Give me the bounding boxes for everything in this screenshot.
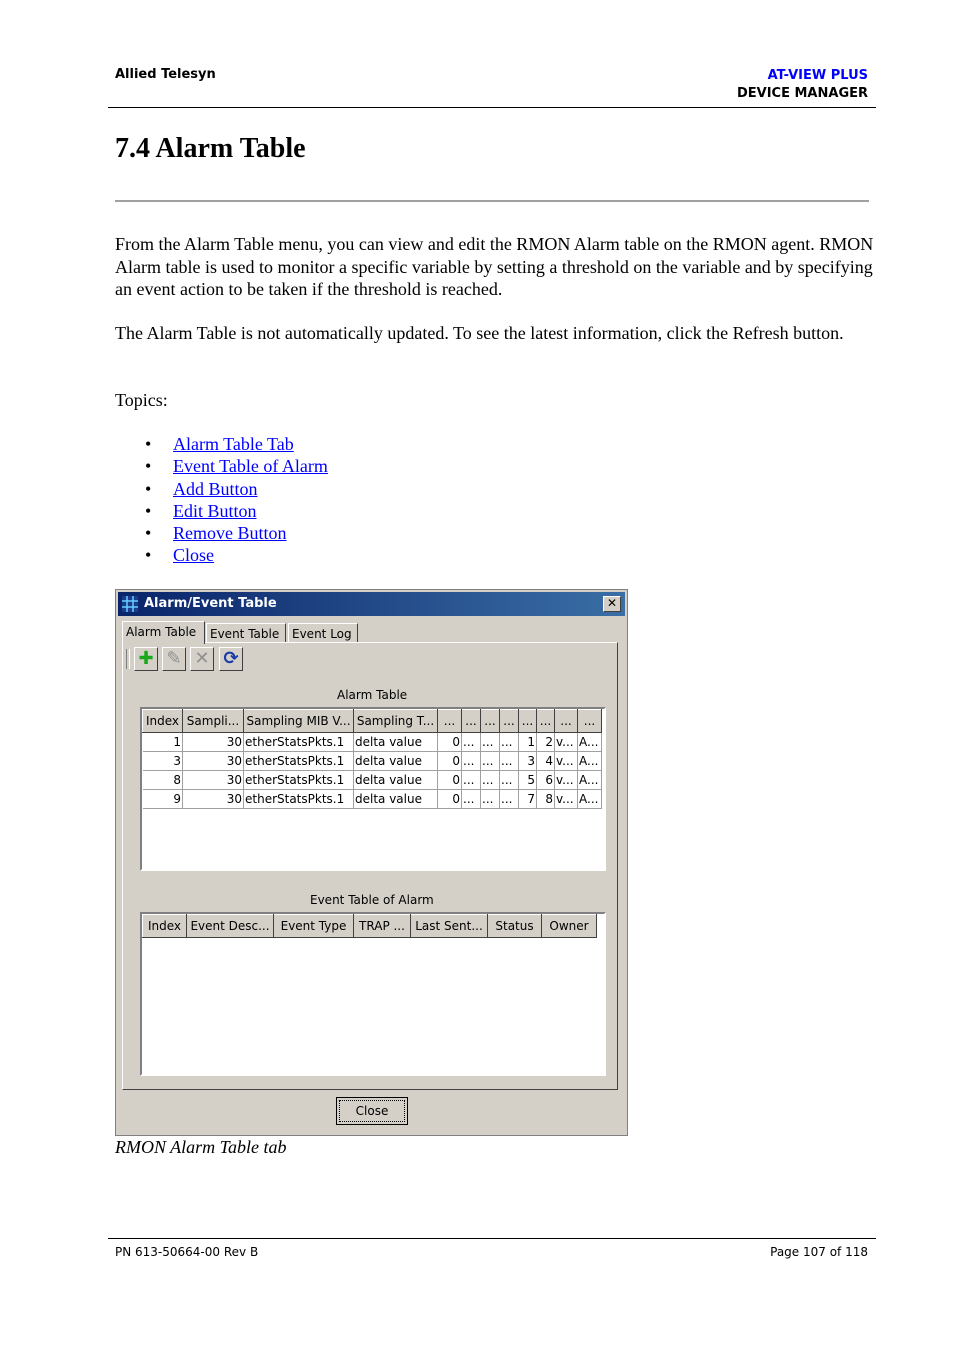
event-column-header[interactable]: Last Sent... bbox=[411, 915, 488, 938]
table-cell: 8 bbox=[537, 790, 555, 809]
bullet-icon: • bbox=[145, 523, 152, 544]
list-item bbox=[145, 500, 328, 522]
tab-event-log[interactable]: Event Log bbox=[288, 623, 358, 643]
alarm-event-dialog bbox=[115, 589, 628, 1136]
remove-icon[interactable]: ✕ bbox=[190, 647, 214, 671]
table-row[interactable] bbox=[143, 752, 602, 771]
table-cell: ... bbox=[481, 733, 500, 752]
dialog-titlebar[interactable] bbox=[118, 592, 625, 616]
bullet-icon: • bbox=[145, 500, 152, 521]
table-cell: ... bbox=[481, 790, 500, 809]
table-cell: 1 bbox=[143, 733, 183, 752]
list-item bbox=[145, 522, 328, 544]
grid-app-icon bbox=[122, 596, 138, 612]
list-item bbox=[145, 478, 328, 500]
toolbar-separator bbox=[126, 649, 130, 669]
table-cell: 3 bbox=[519, 752, 537, 771]
table-cell: ... bbox=[481, 771, 500, 790]
tab-event-table[interactable]: Event Table bbox=[206, 623, 286, 643]
header-divider bbox=[108, 107, 876, 108]
alarm-column-header[interactable]: ... bbox=[537, 710, 555, 733]
event-column-header[interactable]: Index bbox=[143, 915, 187, 938]
dialog-title: Alarm/Event Table bbox=[144, 596, 277, 611]
add-icon[interactable]: ✚ bbox=[134, 647, 158, 671]
alarm-table-caption: Alarm Table bbox=[337, 688, 408, 702]
table-cell: A... bbox=[578, 733, 602, 752]
table-cell: A... bbox=[578, 771, 602, 790]
table-cell: ... bbox=[462, 790, 481, 809]
tab-alarm-table[interactable]: Alarm Table bbox=[122, 621, 205, 644]
alarm-column-header[interactable]: ... bbox=[578, 710, 602, 733]
refresh-paragraph: The Alarm Table is not automatically updated. To see the latest information, click the Refresh button. bbox=[115, 323, 844, 343]
alarm-column-header[interactable]: ... bbox=[481, 710, 500, 733]
table-cell: etherStatsPkts.1 bbox=[244, 771, 354, 790]
table-cell: A... bbox=[578, 752, 602, 771]
alarm-column-header[interactable]: ... bbox=[462, 710, 481, 733]
topic-link-event-table-of-alarm[interactable]: Event Table of Alarm bbox=[173, 456, 328, 477]
event-table-header-row bbox=[143, 915, 597, 938]
table-cell: 4 bbox=[537, 752, 555, 771]
table-cell: v... bbox=[555, 790, 578, 809]
topics-label: Topics: bbox=[115, 390, 168, 410]
close-icon[interactable]: ✕ bbox=[603, 596, 621, 612]
table-row[interactable] bbox=[143, 790, 602, 809]
bullet-icon: • bbox=[145, 456, 152, 477]
table-cell: ... bbox=[500, 790, 519, 809]
table-row[interactable] bbox=[143, 771, 602, 790]
header-product: AT-VIEW PLUS bbox=[767, 68, 868, 83]
header-module: DEVICE MANAGER bbox=[736, 86, 868, 101]
close-button-label: Close bbox=[339, 1100, 405, 1122]
edit-icon[interactable]: ✎ bbox=[162, 647, 186, 671]
event-column-header[interactable]: Event Desc... bbox=[187, 915, 274, 938]
table-cell: ... bbox=[500, 771, 519, 790]
table-cell: A... bbox=[578, 790, 602, 809]
table-cell: ... bbox=[462, 733, 481, 752]
table-cell: 6 bbox=[537, 771, 555, 790]
table-cell: delta value bbox=[354, 733, 438, 752]
alarm-table-header-row bbox=[143, 710, 602, 733]
footer-divider bbox=[108, 1238, 876, 1239]
topic-link-edit-button[interactable]: Edit Button bbox=[173, 500, 257, 521]
close-button[interactable] bbox=[336, 1097, 408, 1125]
alarm-column-header[interactable]: Sampling T... bbox=[354, 710, 438, 733]
table-cell: v... bbox=[555, 752, 578, 771]
alarm-column-header[interactable]: Sampling MIB V... bbox=[244, 710, 354, 733]
event-table bbox=[142, 914, 597, 938]
title-divider bbox=[115, 200, 869, 202]
alarm-column-header[interactable]: ... bbox=[519, 710, 537, 733]
table-cell: etherStatsPkts.1 bbox=[244, 752, 354, 771]
table-cell: 0 bbox=[438, 771, 462, 790]
table-cell: 3 bbox=[143, 752, 183, 771]
table-cell: 30 bbox=[183, 771, 244, 790]
table-cell: 0 bbox=[438, 733, 462, 752]
alarm-column-header[interactable]: ... bbox=[500, 710, 519, 733]
alarm-column-header[interactable]: Index bbox=[143, 710, 183, 733]
table-cell: 5 bbox=[519, 771, 537, 790]
bullet-icon: • bbox=[145, 434, 152, 454]
alarm-table-grid bbox=[140, 707, 606, 871]
table-cell: 9 bbox=[143, 790, 183, 809]
list-item bbox=[145, 433, 328, 455]
alarm-table bbox=[142, 709, 602, 809]
table-cell: 30 bbox=[183, 752, 244, 771]
event-column-header[interactable]: Event Type bbox=[274, 915, 354, 938]
table-cell: 0 bbox=[438, 752, 462, 771]
footer-part-number: PN 613-50664-00 Rev B bbox=[115, 1245, 259, 1259]
event-table-grid bbox=[140, 912, 606, 1076]
table-cell: v... bbox=[555, 733, 578, 752]
table-cell: ... bbox=[481, 752, 500, 771]
table-cell: ... bbox=[462, 771, 481, 790]
table-cell: 30 bbox=[183, 790, 244, 809]
table-cell: ... bbox=[500, 752, 519, 771]
table-cell: 2 bbox=[537, 733, 555, 752]
table-cell: 30 bbox=[183, 733, 244, 752]
table-cell: 7 bbox=[519, 790, 537, 809]
figure-caption: RMON Alarm Table tab bbox=[115, 1137, 287, 1157]
table-cell: 1 bbox=[519, 733, 537, 752]
table-cell: etherStatsPkts.1 bbox=[244, 790, 354, 809]
table-cell: 8 bbox=[143, 771, 183, 790]
list-item bbox=[145, 544, 328, 566]
table-cell: ... bbox=[500, 733, 519, 752]
topic-link-close[interactable]: Close bbox=[173, 545, 215, 566]
bullet-icon: • bbox=[145, 545, 152, 566]
topic-link-alarm-table-tab[interactable]: Alarm Table Tab bbox=[173, 434, 294, 454]
event-column-header[interactable]: TRAP ... bbox=[354, 915, 411, 938]
event-column-header[interactable]: Owner bbox=[542, 915, 597, 938]
alarm-column-header[interactable]: ... bbox=[438, 710, 462, 733]
topics-list bbox=[145, 433, 328, 567]
table-cell: delta value bbox=[354, 752, 438, 771]
alarm-column-header[interactable]: ... bbox=[555, 710, 578, 733]
topic-link-add-button[interactable]: Add Button bbox=[173, 478, 258, 499]
table-cell: 0 bbox=[438, 790, 462, 809]
topic-link-remove-button[interactable]: Remove Button bbox=[173, 523, 287, 544]
intro-paragraph: From the Alarm Table menu, you can view and edit the RMON Alarm table on the RMON agent. RMON Alarm table is used to monitor a specific variable by setting a threshold on the variable and by specifying an event action to be taken if the threshold is reached. bbox=[115, 234, 874, 299]
list-item bbox=[145, 455, 328, 477]
header-company: Allied Telesyn bbox=[115, 67, 216, 82]
table-cell: etherStatsPkts.1 bbox=[244, 733, 354, 752]
page-title: 7.4 Alarm Table bbox=[115, 133, 306, 164]
alarm-column-header[interactable]: Sampli... bbox=[183, 710, 244, 733]
event-column-header[interactable]: Status bbox=[488, 915, 542, 938]
refresh-icon[interactable]: ⟳ bbox=[219, 647, 243, 671]
bullet-icon: • bbox=[145, 478, 152, 499]
footer-page-number: Page 107 of 118 bbox=[770, 1245, 868, 1259]
header-product-block bbox=[737, 67, 868, 103]
table-cell: delta value bbox=[354, 771, 438, 790]
table-row[interactable] bbox=[143, 733, 602, 752]
table-cell: delta value bbox=[354, 790, 438, 809]
table-cell: v... bbox=[555, 771, 578, 790]
event-table-caption: Event Table of Alarm bbox=[310, 893, 434, 907]
table-cell: ... bbox=[462, 752, 481, 771]
